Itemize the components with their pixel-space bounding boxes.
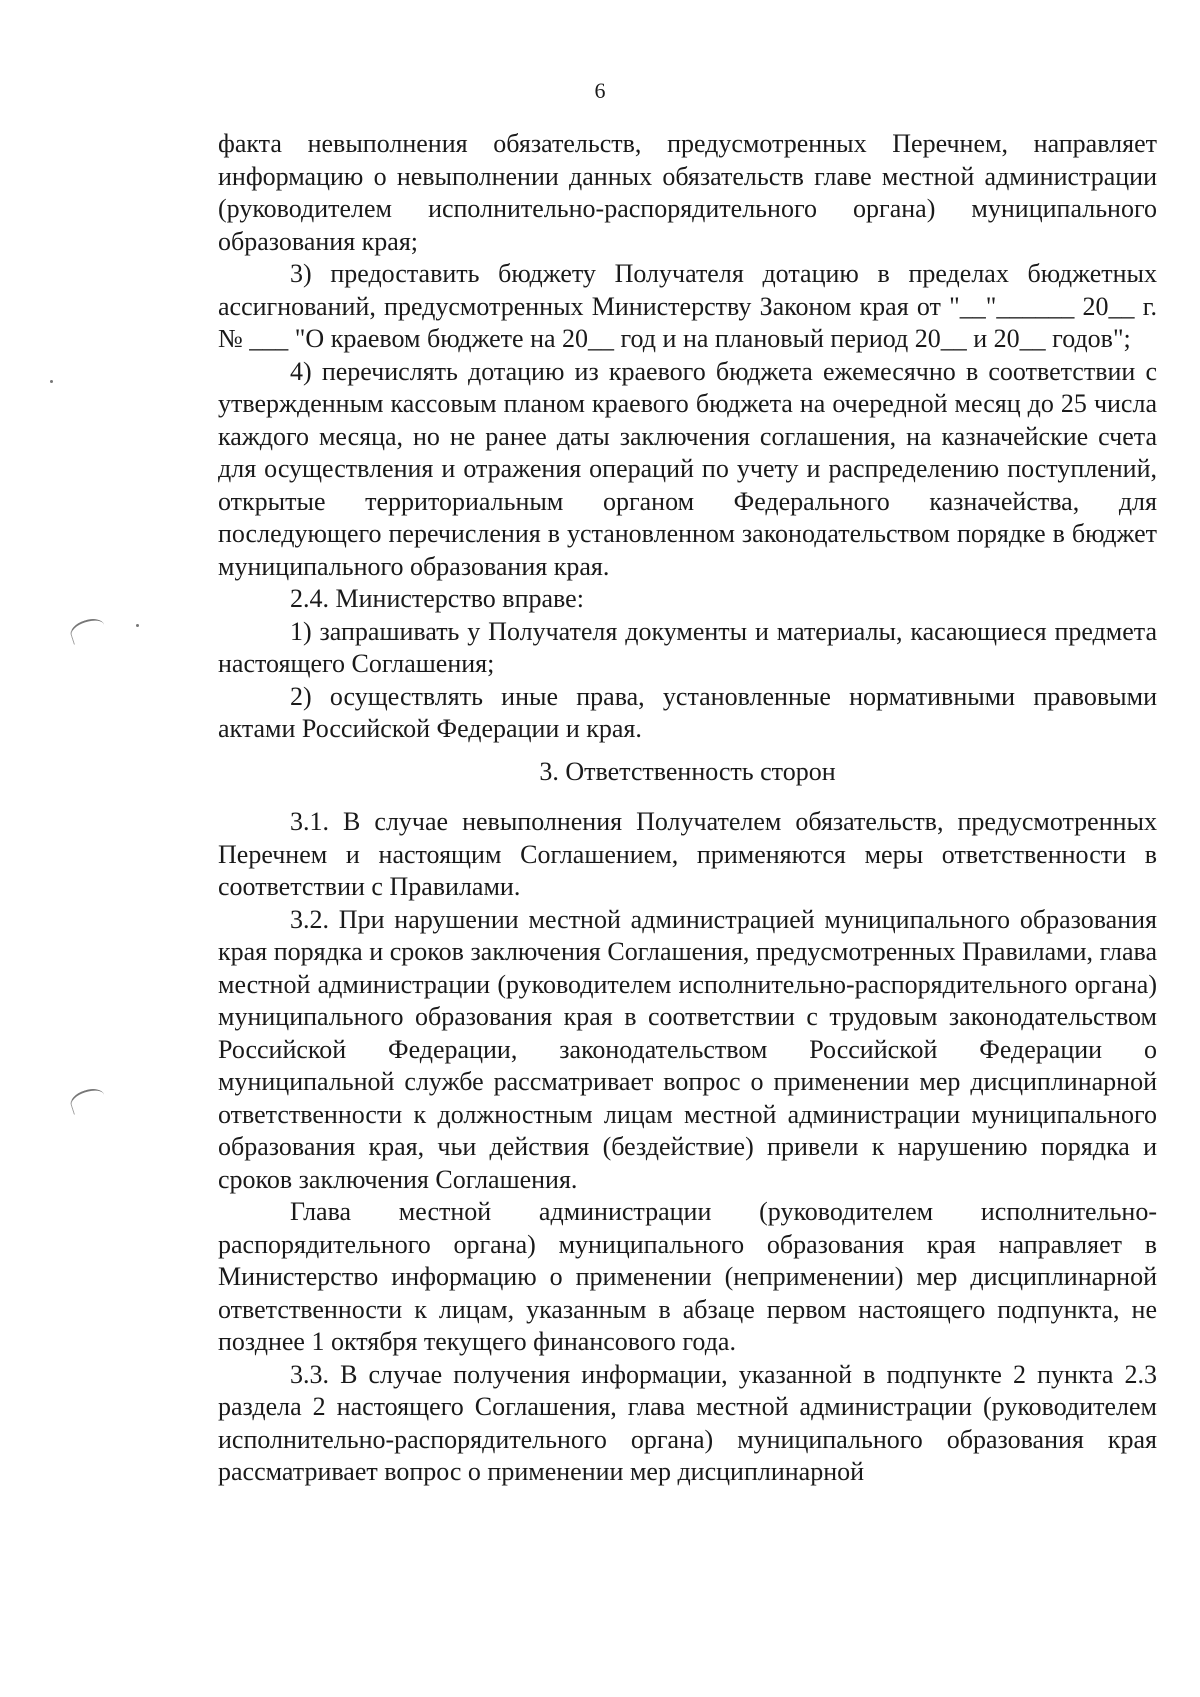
- paragraph: факта невыполнения обязательств, предусмотренных Перечнем, направляет информацию о невыполнении данных обязательств главе местной администрации (руководителем исполнительно-распорядительного органа) муниципального образования края;: [218, 129, 1157, 256]
- paragraph: Глава местной администрации (руководителем исполнительно-распорядительного органа) муниципального образования края направляет в Министерство информацию о применении (неприменении) мер дисциплинарной ответственности к лицам, указанным в абзаце первом настоящего подпункта, не позднее 1 октября текущего финансового года.: [218, 1197, 1157, 1356]
- document-body: [218, 128, 1157, 1489]
- scan-artifact-mark: [68, 1085, 107, 1115]
- paragraph-group-bottom: [218, 806, 1157, 1489]
- page-number: 6: [594, 78, 606, 103]
- paragraph: 3) предоставить бюджету Получателя дотацию в пределах бюджетных ассигнований, предусмотренных Министерству Законом края от "__"______ 20__ г. № ___ "О краевом бюджете на 20__ год и на плановый период 20__ и 20__ годов";: [218, 259, 1157, 353]
- paragraph: 3.2. При нарушении местной администрацией муниципального образования края порядка и сроков заключения Соглашения, предусмотренных Правилами, глава местной администрации (руководителем исполнительно-распорядительного органа) муниципального образования края в соответствии с трудовым законодательством Российской Федерации, законодательством Российской Федерации о муниципальной службе рассматривает вопрос о применении мер дисциплинарной ответственности к должностным лицам местной администрации муниципального образования края, чьи действия (бездействие) привели к нарушению порядка и сроков заключения Соглашения.: [218, 904, 1157, 1194]
- paragraph: 3.3. В случае получения информации, указанной в подпункте 2 пункта 2.3 раздела 2 настоящего Соглашения, глава местной администрации (руководителем исполнительно-распорядительного органа) муниципального образования края рассматривает вопрос о применении мер дисциплинарной: [218, 1359, 1157, 1486]
- paragraph: 2) осуществлять иные права, установленные нормативными правовыми актами Российской Федерации и края.: [218, 681, 1157, 743]
- section-heading: 3. Ответственность сторон: [539, 756, 836, 786]
- paragraph: 1) запрашивать у Получателя документы и материалы, касающиеся предмета настоящего Соглашения;: [218, 616, 1157, 678]
- paragraph: 2.4. Министерство вправе:: [290, 584, 584, 613]
- paragraph: 3.1. В случае невыполнения Получателем обязательств, предусмотренных Перечнем и настоящим Соглашением, применяются меры ответственности в соответствии с Правилами.: [218, 807, 1157, 901]
- paragraph: 4) перечислять дотацию из краевого бюджета ежемесячно в соответствии с утвержденным кассовым планом краевого бюджета на очередной месяц до 25 числа каждого месяца, но не ранее даты заключения соглашения, на казначейские счета для осуществления и отражения операций по учету и распределению поступлений, открытые территориальным органом Федерального казначейства, для последующего перечисления в установленном законодательством порядке в бюджет муниципального образования края.: [218, 356, 1157, 581]
- paragraph-group-top: [218, 128, 1157, 746]
- scan-artifact-speck: [136, 624, 139, 627]
- scan-artifact-speck: [50, 380, 53, 383]
- scan-artifact-mark: [68, 615, 107, 645]
